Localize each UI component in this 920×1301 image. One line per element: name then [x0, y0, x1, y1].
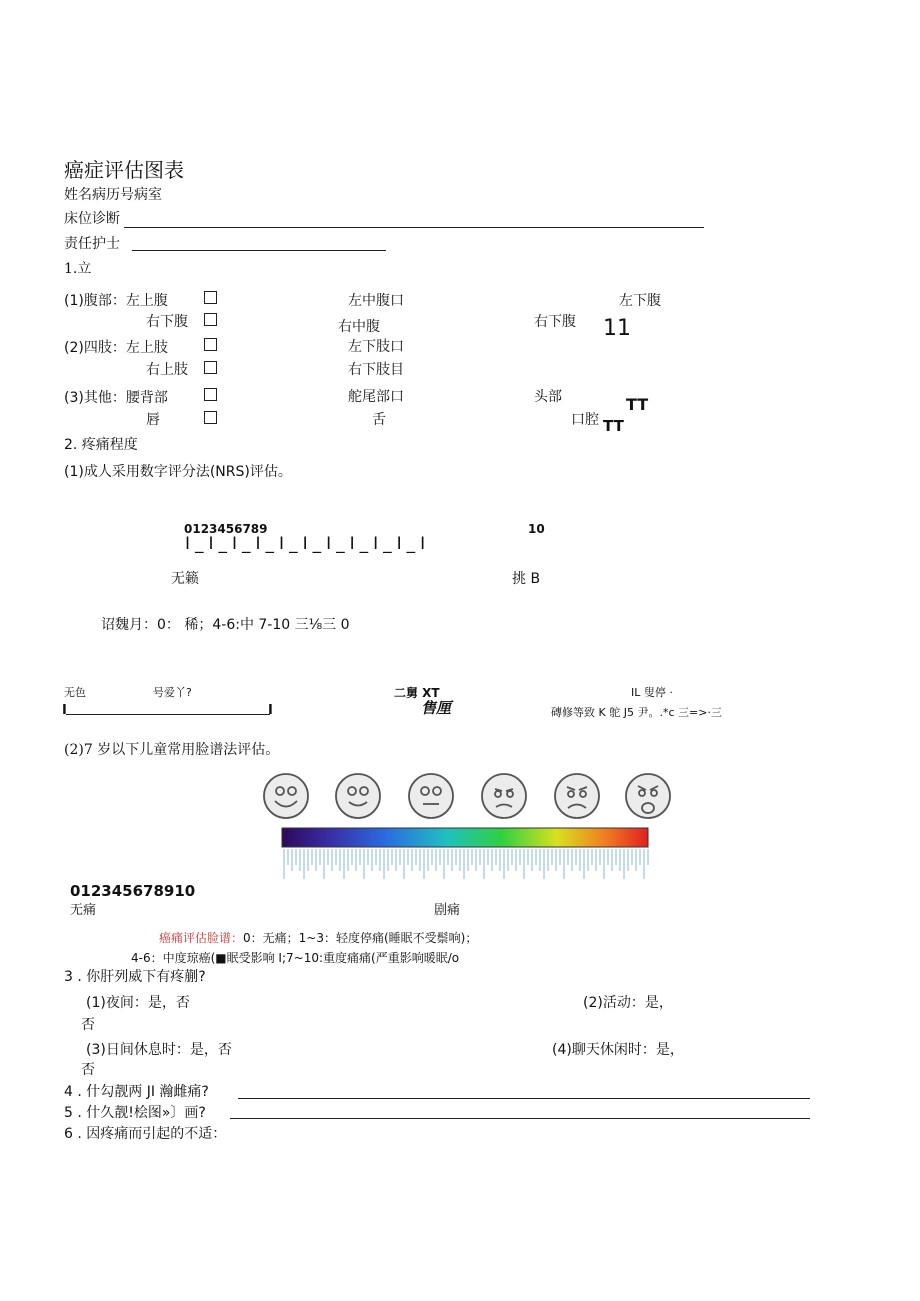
head: 头部: [534, 389, 562, 405]
faces-legend-red: 癌痛评估脸谱：: [159, 931, 244, 945]
nrs-scale-bars: I_I_I_I_I_I_I_I_I_I_I: [185, 534, 431, 554]
nurse-field[interactable]: [132, 250, 386, 251]
abdomen-upper-left-checkbox[interactable]: [204, 291, 217, 304]
abdomen-label: (1)腹部：左上腹: [64, 293, 168, 309]
mouth: 口腔: [571, 412, 599, 428]
q3-activity-no: 否: [81, 1017, 95, 1033]
abdomen-lower-right-checkbox[interactable]: [204, 313, 217, 326]
abdomen-mark: 11: [603, 316, 631, 341]
vas-right-text: 磚修等致 K 鸵 J5 尹。.*c 三=>·三: [551, 706, 722, 719]
vas-bar-right: I: [268, 703, 273, 718]
patient-info-line: 姓名病历号病室: [64, 187, 162, 203]
lip-checkbox[interactable]: [204, 411, 217, 424]
page-title: 癌症评估图表: [64, 158, 184, 182]
coccyx: 舵尾部口: [348, 389, 404, 405]
bed-diagnosis-label: 床位诊断: [64, 211, 120, 227]
face-6-cry-icon: [626, 774, 670, 818]
no-pain-label: 无痛: [70, 903, 97, 918]
faces-legend-line-2: 4-6：中度琼癌(■眠受影响 I;7~10:重度痛痛(严重影响暖眠/o: [131, 951, 460, 965]
back-checkbox[interactable]: [204, 388, 217, 401]
vas-mid-text: 售厘: [421, 699, 452, 717]
pain-color-gradient-bar: [282, 828, 648, 847]
q3-daytime-rest: (3)日间休息时：是，否: [86, 1042, 232, 1058]
face-4-frown-light-icon: [482, 774, 526, 818]
bed-diagnosis-field[interactable]: [124, 227, 704, 228]
abdomen-lower-left: 左下腹: [619, 293, 661, 309]
q3-chatting-no: 否: [81, 1062, 95, 1078]
abdomen-lower-right: 右下腹: [146, 314, 188, 330]
severe-pain-label: 剧痛: [434, 903, 461, 918]
vas-label-1: 无色: [64, 686, 86, 699]
vas-bar-line: [66, 714, 270, 715]
face-3-neutral-icon: [409, 774, 453, 818]
q3-activity: (2)活动：是，: [583, 995, 673, 1011]
section-1-heading: 1.立: [64, 261, 92, 277]
nrs-right-label: 挑 B: [512, 571, 541, 587]
question-6: 6 . 因疼痛而引起的不适：: [64, 1126, 227, 1142]
nrs-ten: 10: [528, 522, 545, 536]
faces-pain-scale-image: [255, 768, 675, 882]
vas-bar-left: I: [62, 703, 67, 718]
face-2-smile-icon: [336, 774, 380, 818]
face-1-smile-big-icon: [264, 774, 308, 818]
faces-legend-line-1: [159, 929, 477, 947]
question-4: 4 . 什勾靓两 JI 瀚雌痛?: [64, 1084, 209, 1100]
limbs-label: (2)四肢：左上肢: [64, 340, 168, 356]
faces-title: (2)7 岁以下儿童常用脸谱法评估。: [64, 742, 280, 758]
limb-upper-right: 右上肢: [146, 362, 188, 378]
lip: 唇: [146, 412, 160, 428]
abdomen-mid-right: 右中腹: [338, 319, 380, 335]
tongue: 舌: [372, 412, 386, 428]
nurse-label: 责任护士: [64, 236, 120, 252]
limb-upper-right-checkbox[interactable]: [204, 361, 217, 374]
other-label: (3)其他：腰背部: [64, 390, 168, 406]
nrs-legend: 诏魏月：0： 稀；4-6:中 7-10 三⅛三 0: [101, 617, 350, 633]
section-2-heading: 2. 疼痛程度: [64, 437, 138, 453]
vas-label-2: 号爱丫?: [153, 686, 192, 699]
nrs-digits: 0123456789: [184, 522, 268, 536]
nrs-left-label: 无籁: [171, 571, 199, 587]
nrs-title: (1)成人采用数字评分法(NRS)评估。: [64, 464, 292, 480]
limb-upper-left-checkbox[interactable]: [204, 338, 217, 351]
head-mark: TT: [626, 395, 649, 414]
question-4-answer-field[interactable]: [238, 1098, 810, 1099]
question-5: 5 . 什久靓!桧图»〕画?: [64, 1105, 206, 1121]
mouth-mark: TT: [603, 417, 624, 435]
faces-scale-digits: 012345678910: [70, 882, 196, 900]
q3-chatting: (4)聊天休闲时：是，: [552, 1042, 684, 1058]
question-5-answer-field[interactable]: [230, 1118, 810, 1119]
abdomen-lower-right-2: 右下腹: [534, 314, 576, 330]
vas-label-4: IL 叟停 ·: [631, 686, 673, 699]
faces-legend-rest: 0：无痛；1~3：轻度停痛(睡眠不受鬃响)；: [243, 931, 478, 945]
face-5-frown-icon: [555, 774, 599, 818]
limb-lower-right: 右下肢目: [348, 362, 404, 378]
question-3: 3 . 你肝列威下有疼蒯?: [64, 969, 206, 985]
vas-label-3: 二舅 XT: [394, 686, 440, 700]
q3-night: (1)夜间：是，否: [86, 995, 190, 1011]
abdomen-mid-left: 左中腹口: [348, 293, 404, 309]
pain-scale-ticks: [284, 849, 648, 879]
limb-lower-left: 左下肢口: [348, 339, 404, 355]
